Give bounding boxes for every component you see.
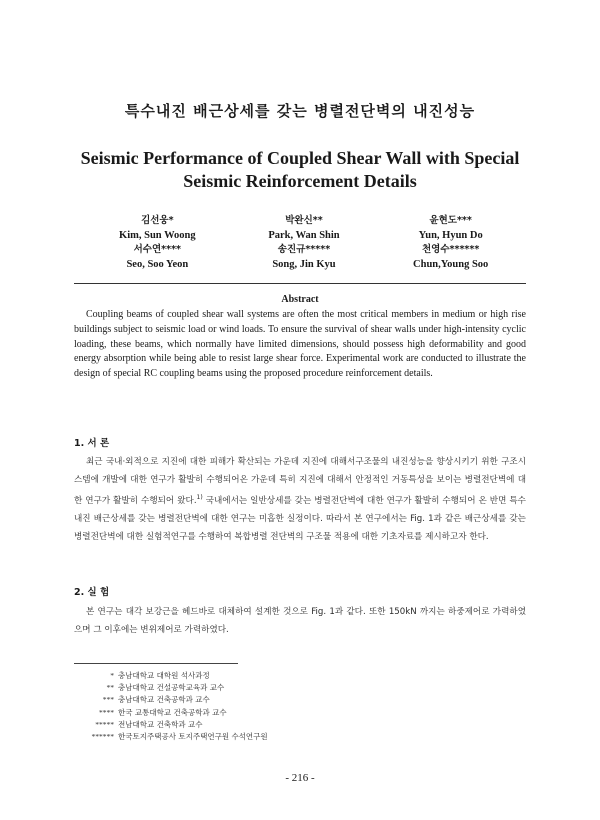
english-title-line-1: Seismic Performance of Coupled Shear Wall with Special xyxy=(80,148,520,168)
section-text-introduction xyxy=(74,453,526,546)
footnote xyxy=(70,731,370,743)
section-heading-experiment: 2. 실 험 xyxy=(74,587,110,598)
english-title xyxy=(0,147,600,193)
author-name-korean: 윤현도*** xyxy=(429,215,472,226)
author-name-english: Yun, Hyun Do xyxy=(418,229,483,241)
author-name-english: Park, Wan Shin xyxy=(268,229,340,241)
footnote-text: 한국토지주택공사 토지주택연구원 수석연구원 xyxy=(118,732,268,742)
author-name-english: Song, Jin Kyu xyxy=(272,258,336,270)
footnote-mark: ****** xyxy=(91,732,114,742)
footnote-text: 충남대학교 대학원 석사과정 xyxy=(118,671,210,680)
author-name-english: Chun,Young Soo xyxy=(413,258,489,270)
author-list xyxy=(84,214,524,272)
citation-marker: 1) xyxy=(196,494,203,501)
footnote-divider xyxy=(74,663,238,664)
footnote-mark: *** xyxy=(102,695,114,705)
page-number: - 216 - xyxy=(285,772,315,784)
korean-title: 특수내진 배근상세를 갖는 병렬전단벽의 내진성능 xyxy=(124,102,476,120)
abstract-text: Coupling beams of coupled shear wall systems are often the most critical members in medium or high rise buildings subject to seismic load or wind loads. To ensure the survival of shear walls under high-intensity cyclic loading, these beams, which normally have limited dimensions, should possess high deformability and good energy absorption while being able to resist large shear force. Experimental work are conducted to illustrate the design of special RC coupling beams using the proposed procedure reinforcement details. xyxy=(74,309,526,380)
footnote-list xyxy=(70,670,370,743)
author-name-english: Seo, Soo Yeon xyxy=(126,258,189,270)
author-name-korean: 송진규***** xyxy=(277,244,331,255)
footnote-text: 충남대학교 건설공학교육과 교수 xyxy=(118,683,225,693)
footnote xyxy=(70,670,370,682)
footnote-text: 전남대학교 건축학과 교수 xyxy=(118,719,203,729)
footnote-mark: **** xyxy=(99,707,114,717)
footnote-mark: * xyxy=(110,671,114,680)
header-divider xyxy=(74,283,526,284)
author-name-korean: 김선웅* xyxy=(141,215,174,226)
footnote xyxy=(70,707,370,719)
footnote-mark: ***** xyxy=(95,719,114,729)
footnote-mark: ** xyxy=(106,683,114,693)
abstract-heading: Abstract xyxy=(281,294,319,305)
introduction-text-part-2: 국내에서는 일반상세를 갖는 병렬전단벽에 대한 연구가 활발히 수행되어 온 반면 특수 내진 배근상세를 갖는 병렬전단벽에 대한 연구는 미흡한 실정이다. 따라서 본 연구에서는 Fig. 1과 같은 배근상세를 갖는 병렬전단벽에 대한 실험적연구를 수행하여 복합병렬 전단벽의 구조물 적용에 대한 기초자료를 제시하고자 한다. xyxy=(74,495,526,542)
author-name-korean: 박완신** xyxy=(285,215,323,226)
section-text-experiment: 본 연구는 대각 보강근을 헤드바로 대체하여 설계한 것으로 Fig. 1과 같다. 또한 150kN 까지는 하중제어로 가력하였으며 그 이후에는 변위제어로 가력하였다. xyxy=(74,607,526,635)
footnote-text: 충남대학교 건축공학과 교수 xyxy=(118,695,210,705)
footnote xyxy=(70,682,370,694)
section-heading-introduction: 1. 서 론 xyxy=(74,438,110,449)
footnote xyxy=(70,694,370,706)
footnote xyxy=(70,719,370,731)
introduction-text-part-1: 최근 국내·외적으로 지진에 대한 피해가 확산되는 가운데 지진에 대해서구조물의 내진성능을 향상시키기 위한 구조시스템에 개발에 대한 연구가 활발히 수행되어온 가운데 특히 지진에 대해서 안정적인 거동특성을 보이는 병렬전단벽에 대한 연구가 활발히 수행되어 왔다. xyxy=(74,457,526,506)
footnote-text: 한국 교통대학교 건축공학과 교수 xyxy=(118,707,227,717)
english-title-line-2: Seismic Reinforcement Details xyxy=(183,171,417,191)
author-name-english: Kim, Sun Woong xyxy=(119,229,196,241)
author-name-korean: 천영수****** xyxy=(421,244,480,255)
author-name-korean: 서수연**** xyxy=(133,244,182,255)
